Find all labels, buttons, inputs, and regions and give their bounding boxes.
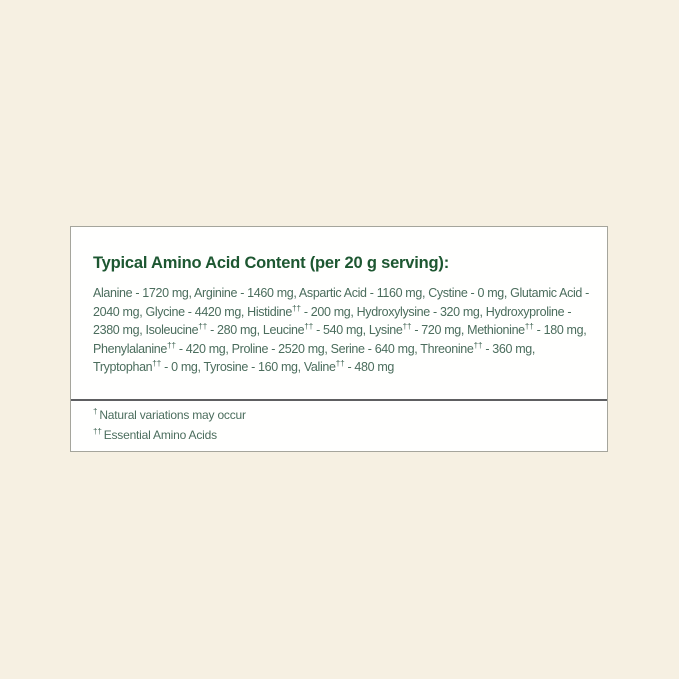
footnote-essential-amino-acids: [93, 426, 585, 446]
footnote-text-natural-variations: Natural variations may occur: [99, 408, 246, 422]
divider-rule: [71, 399, 607, 401]
dagger-marker: †: [93, 407, 98, 416]
footnote-natural-variations: [93, 406, 585, 426]
footnotes: [93, 406, 585, 445]
double-dagger-marker: ††: [93, 426, 102, 436]
amino-acid-panel: [70, 226, 608, 452]
panel-title: Typical Amino Acid Content (per 20 g serving):: [93, 254, 449, 272]
footnote-text-essential-amino-acids: Essential Amino Acids: [103, 427, 217, 442]
amino-acid-content: Alanine - 1720 mg, Arginine - 1460 mg, Aspartic Acid - 1160 mg, Cystine - 0 mg, Glutamic Acid - 2040 mg, Glycine - 4420 mg, Histidine†† - 200 mg, Hydroxylysine - 320 mg, Hydroxyproline - 2380 mg, Isoleucine†† - 280 mg, Leucine†† - 540 mg, Lysine†† - 720 mg, Methionine†† - 180 mg, Phenylalanine†† - 420 mg, Proline - 2520 mg, Serine - 640 mg, Threonine†† - 360 mg, Tryptophan†† - 0 mg, Tyrosine - 160 mg, Valine†† - 480 mg: [93, 286, 589, 374]
